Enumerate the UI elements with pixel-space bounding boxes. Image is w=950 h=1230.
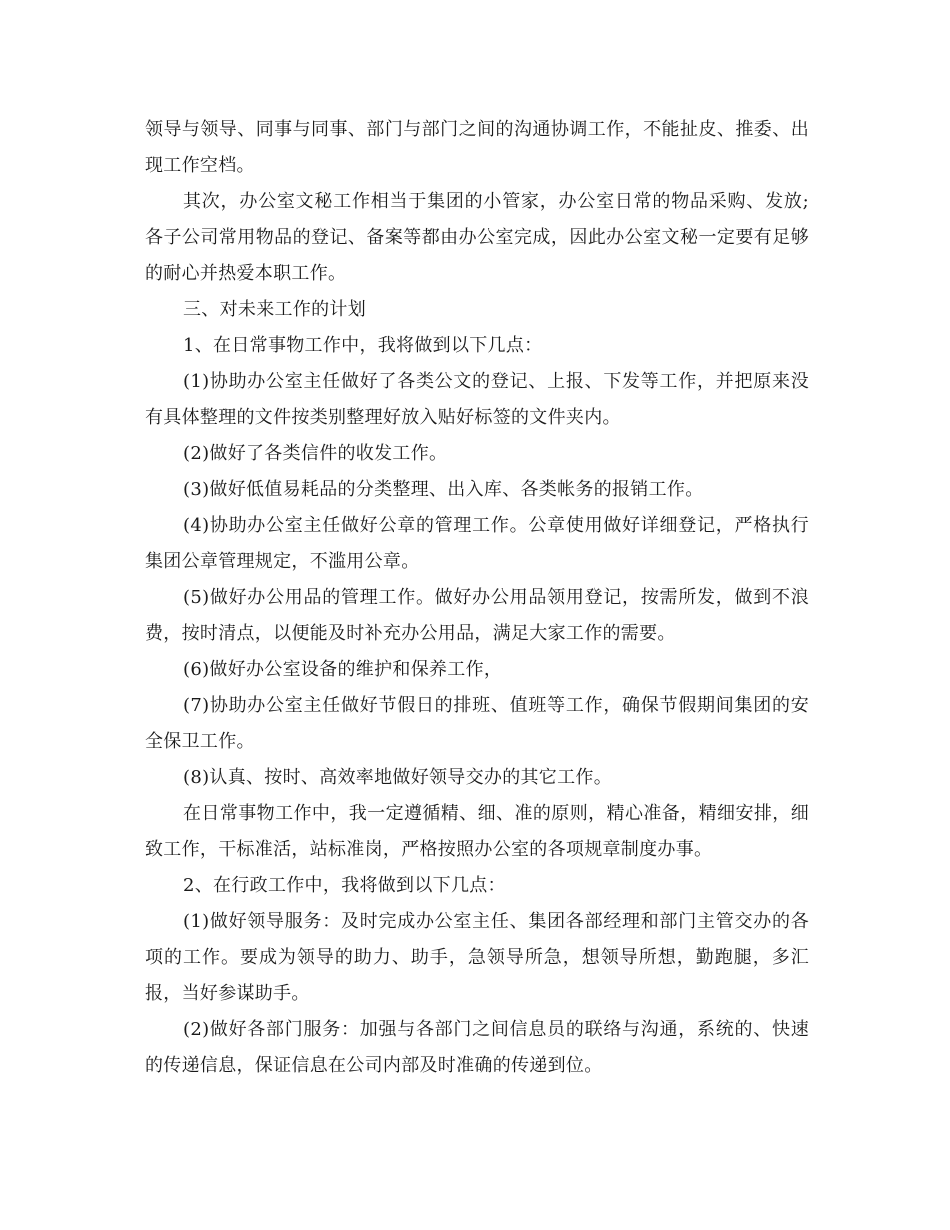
admin-list-item-1: (1)做好领导服务：及时完成办公室主任、集团各部经理和部门主管交办的各项的工作。要成为领导的助力、助手，急领导所急，想领导所想，勤跑腿，多汇报，当好参谋助手。 [145, 911, 809, 1004]
list-item-5: (5)做好办公用品的管理工作。做好办公用品领用登记，按需所发，做到不浪费，按时清点，以便能及时补充办公用品，满足大家工作的需要。 [145, 587, 809, 644]
admin-list-item-2: (2)做好各部门服务：加强与各部门之间信息员的联络与沟通，系统的、快速的传递信息，保证信息在公司内部及时准确的传递到位。 [145, 1019, 809, 1076]
list-item-8: (8)认真、按时、高效率地做好领导交办的其它工作。 [183, 767, 612, 788]
subsection-heading-daily-affairs: 1、在日常事物工作中，我将做到以下几点： [183, 335, 543, 356]
paragraph-secondly: 其次，办公室文秘工作相当于集团的小管家，办公室日常的物品采购、发放;各子公司常用物品的登记、备案等都由办公室完成，因此办公室文秘一定要有足够的耐心并热爱本职工作。 [145, 191, 809, 284]
list-item-7: (7)协助办公室主任做好节假日的排班、值班等工作，确保节假期间集团的安全保卫工作。 [145, 695, 809, 752]
subsection-heading-administrative: 2、在行政工作中，我将做到以下几点： [183, 875, 506, 896]
paragraph-continuation: 领导与领导、同事与同事、部门与部门之间的沟通协调工作，不能扯皮、推委、出现工作空档。 [145, 119, 809, 176]
document-body [145, 112, 809, 1084]
paragraph-daily-summary: 在日常事物工作中，我一定遵循精、细、准的原则，精心准备，精细安排，细致工作，干标准活，站标准岗，严格按照办公室的各项规章制度办事。 [145, 803, 809, 860]
list-item-4: (4)协助办公室主任做好公章的管理工作。公章使用做好详细登记，严格执行集团公章管理规定，不滥用公章。 [145, 515, 809, 572]
section-heading-future-plan: 三、对未来工作的计划 [183, 299, 366, 320]
list-item-1: (1)协助办公室主任做好了各类公文的登记、上报、下发等工作，并把原来没有具体整理的文件按类别整理好放入贴好标签的文件夹内。 [145, 371, 809, 428]
list-item-3: (3)做好低值易耗品的分类整理、出入库、各类帐务的报销工作。 [183, 479, 704, 500]
list-item-6: (6)做好办公室设备的维护和保养工作， [183, 659, 503, 680]
list-item-2: (2)做好了各类信件的收发工作。 [183, 443, 448, 464]
